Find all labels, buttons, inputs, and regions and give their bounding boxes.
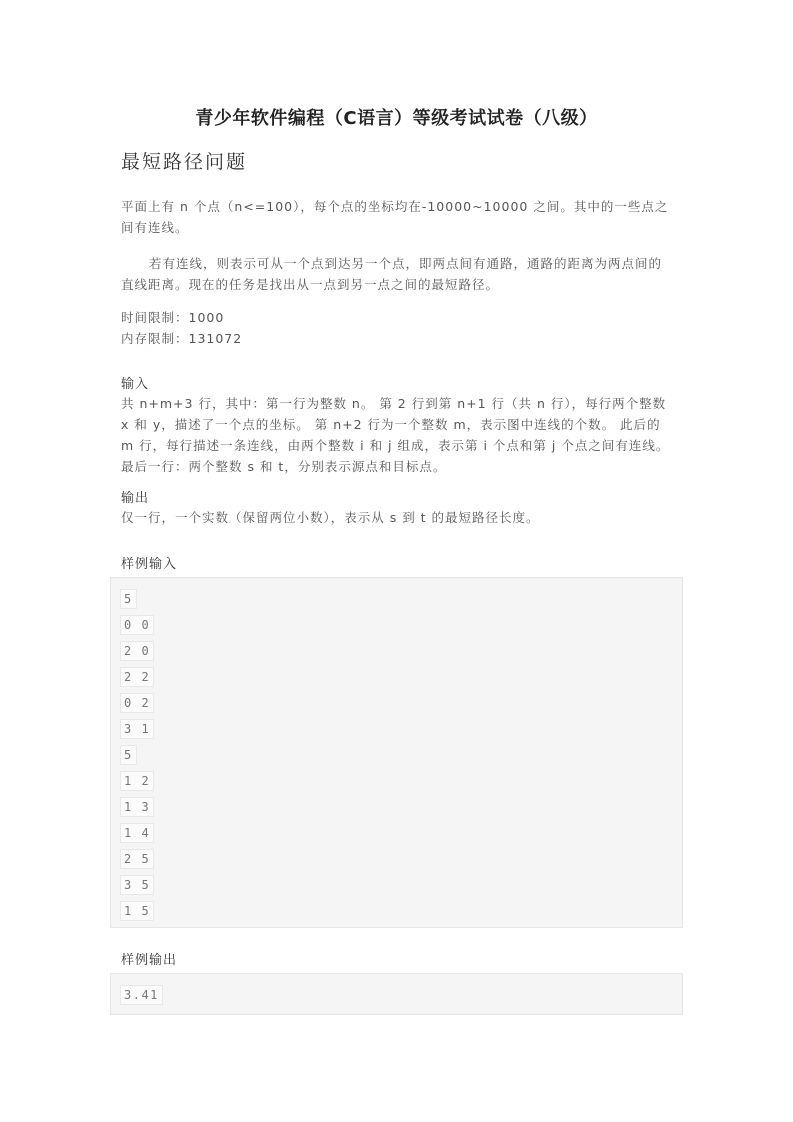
input-description: 共 n+m+3 行，其中：第一行为整数 n。 第 2 行到第 n+1 行（共 n 行），每行两个整数 x 和 y，描述了一个点的坐标。 第 n+2 行为一个整数 m，表示图中连线的个数。 此后的 m 行，每行描述一条连线，由两个整数 i 和 j 组成，表示第 i 个点和第 j 个点之间有连线。 最后一行：两个整数 s 和 t，分别表示源点和目标点。	[121, 396, 670, 474]
sample-input-line: 2 5	[120, 849, 154, 869]
document-title: 青少年软件编程（C语言）等级考试试卷（八级）	[195, 108, 598, 129]
sample-input-line: 5	[120, 589, 137, 609]
description-paragraph-1: 平面上有 n 个点（n<=100），每个点的坐标均在-10000~10000 之间。其中的一些点之间有连线。	[121, 199, 669, 235]
sample-input-line: 1 3	[120, 797, 154, 817]
sample-output-label: 样例输出	[121, 953, 178, 968]
sample-output-block	[110, 973, 683, 1015]
sample-input-line: 1 2	[120, 771, 154, 791]
description-paragraph-2: 若有连线，则表示可从一个点到达另一个点，即两点间有通路，通路的距离为两点间的直线距离。现在的任务是找出从一点到另一点之间的最短路径。	[121, 256, 663, 292]
sample-output-line: 3.41	[120, 985, 163, 1005]
sample-input-line: 3 1	[120, 719, 154, 739]
memory-limit: 内存限制：131072	[121, 331, 243, 346]
input-label: 输入	[121, 377, 150, 392]
sample-input-line: 5	[120, 745, 137, 765]
sample-input-label: 样例输入	[121, 557, 178, 572]
output-label: 输出	[121, 491, 150, 506]
sample-input-line: 0 2	[120, 693, 154, 713]
sample-input-line: 1 5	[120, 901, 154, 921]
output-description: 仅一行，一个实数（保留两位小数），表示从 s 到 t 的最短路径长度。	[121, 510, 540, 525]
sample-input-line: 1 4	[120, 823, 154, 843]
sample-input-block	[110, 577, 683, 928]
sample-input-line: 0 0	[120, 615, 154, 635]
problem-title: 最短路径问题	[121, 151, 248, 173]
sample-input-line: 3 5	[120, 875, 154, 895]
sample-input-line: 2 2	[120, 667, 154, 687]
sample-input-line: 2 0	[120, 641, 154, 661]
time-limit: 时间限制：1000	[121, 310, 225, 325]
